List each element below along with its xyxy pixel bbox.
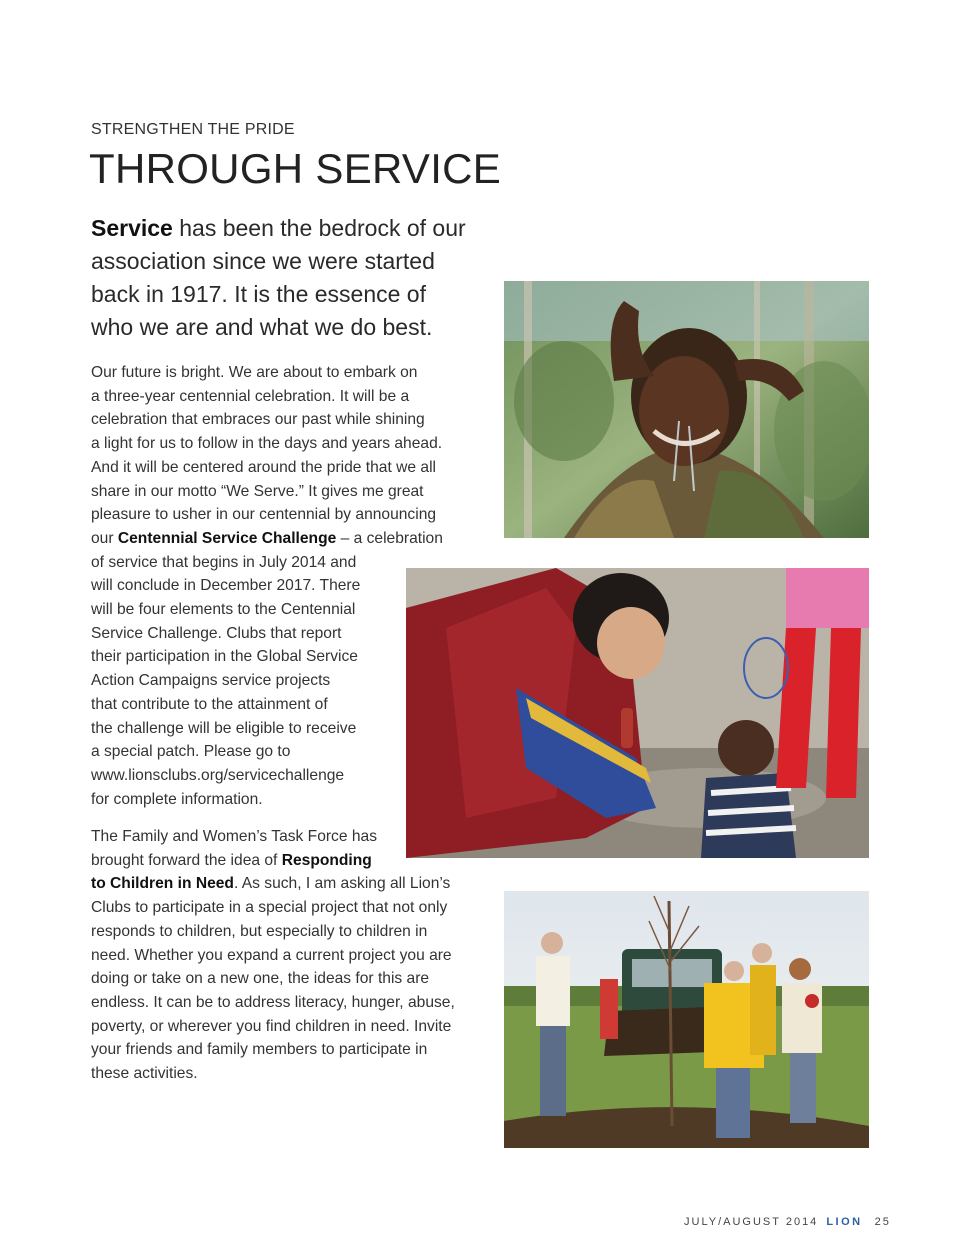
text-line: responds to children, but especially to children in (91, 922, 428, 940)
lead-line-1: has been the bedrock of our (172, 215, 466, 241)
photo-volunteer-child (406, 568, 869, 858)
text-line: that contribute to the attainment of (91, 695, 328, 713)
text-line: doing or take on a new one, the ideas for this are (91, 970, 430, 988)
text-line: need. Whether you expand a current project you are (91, 946, 452, 964)
text-fragment: . As such, I am asking all Lion’s (233, 875, 451, 893)
text-line: a special patch. Please go to (91, 743, 291, 761)
text-line: And it will be centered around the pride that we all (91, 458, 437, 476)
lead-line-4: who we are and what we do best. (91, 314, 433, 340)
text-line: celebration that embraces our past while shining (91, 411, 425, 429)
lead-emphasis: Service (91, 215, 173, 241)
text-line: The Family and Women’s Task Force has (91, 828, 378, 845)
issue-date: JULY/AUGUST 2014 (684, 1216, 819, 1228)
text-line: share in our motto “We Serve.” It gives me great (91, 482, 424, 500)
lead-line-2: association since we were started (91, 248, 435, 274)
text-line: poverty, or wherever you find children in need. Invite (91, 1017, 452, 1035)
text-line: pleasure to usher in our centennial by announcing (91, 506, 437, 524)
text-fragment: brought forward the idea of (91, 851, 282, 869)
body-paragraph-2 (91, 825, 455, 1086)
lead-paragraph (91, 212, 483, 344)
responding-emphasis: Responding (281, 851, 372, 869)
text-line: Our future is bright. We are about to embark on (91, 364, 418, 381)
body-paragraph-1 (91, 361, 443, 811)
text-line: www.lionsclubs.org/servicechallenge (91, 766, 345, 784)
text-line: a light for us to follow in the days and years ahead. (91, 435, 443, 453)
text-line: of service that begins in July 2014 and (91, 553, 357, 571)
text-line: the challenge will be eligible to receive (91, 719, 357, 737)
text-line: a three-year centennial celebration. It will be a (91, 387, 410, 405)
page-footer (684, 1216, 891, 1228)
centennial-challenge-emphasis: Centennial Service Challenge (117, 529, 337, 547)
text-line: Action Campaigns service projects (91, 672, 331, 690)
text-line: for complete information. (91, 790, 263, 808)
text-line: Service Challenge. Clubs that report (91, 624, 342, 642)
text-line: these activities. (91, 1065, 198, 1083)
photo-tree-planting-illustration (504, 891, 869, 1148)
page-title: THROUGH SERVICE (89, 145, 502, 192)
text-line: will be four elements to the Centennial (91, 601, 356, 619)
text-fragment: – a celebration (336, 529, 443, 547)
section-kicker: STRENGTHEN THE PRIDE (91, 121, 295, 138)
text-line: will conclude in December 2017. There (91, 577, 361, 595)
photo-volunteer-child-illustration (406, 568, 869, 858)
text-line: their participation in the Global Service (91, 648, 358, 666)
children-in-need-emphasis: to Children in Need (91, 875, 234, 893)
text-line: Clubs to participate in a special project that not only (91, 899, 448, 917)
lead-line-3: back in 1917. It is the essence of (91, 281, 426, 307)
photo-tree-planting (504, 891, 869, 1148)
text-line: your friends and family members to participate in (91, 1041, 428, 1059)
photo-child-water-illustration (504, 281, 869, 538)
text-line: endless. It can be to address literacy, hunger, abuse, (91, 993, 455, 1011)
text-fragment: our (91, 529, 118, 547)
photo-child-water (504, 281, 869, 538)
magazine-name: LION (826, 1216, 863, 1228)
page-number: 25 (874, 1216, 891, 1228)
